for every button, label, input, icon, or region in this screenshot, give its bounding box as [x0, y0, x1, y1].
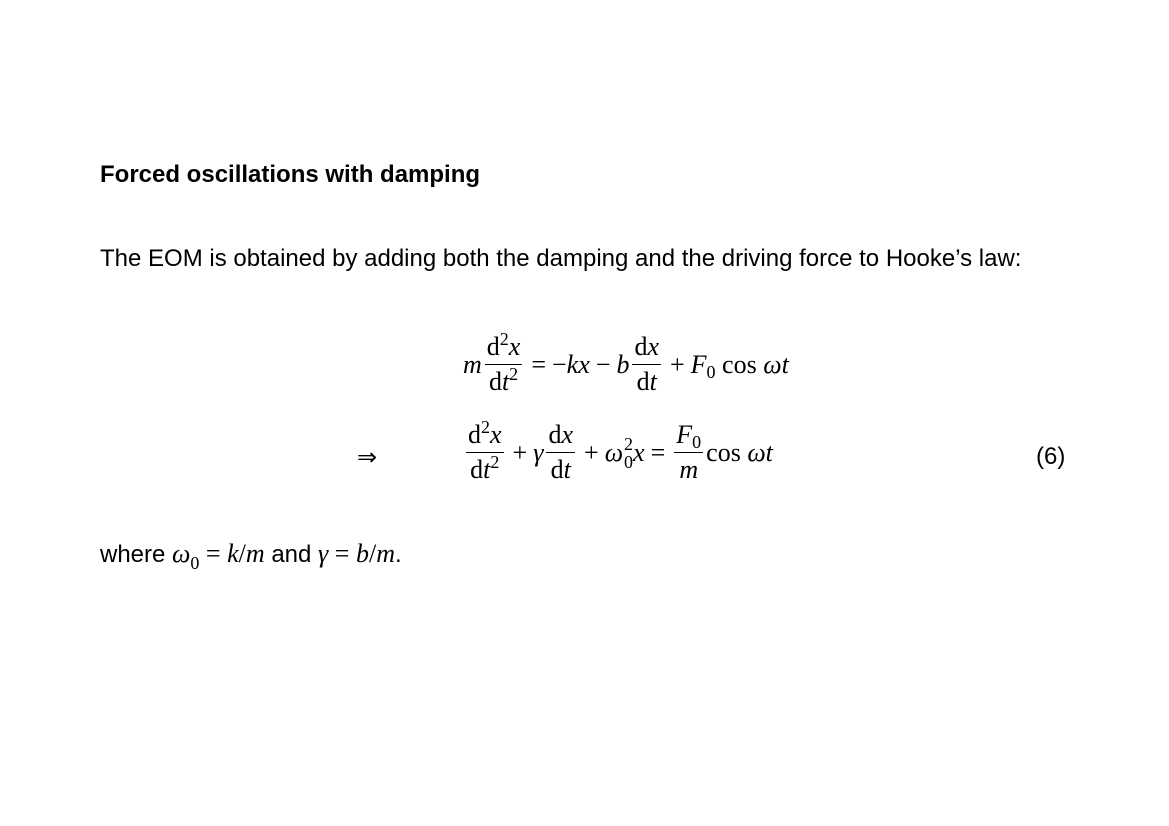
- equation-number: (6): [1036, 443, 1066, 470]
- implies-arrow: ⇒: [357, 443, 378, 471]
- closing-sentence: [100, 538, 402, 572]
- sentence-period: .: [394, 541, 402, 568]
- fraction-F0-m: $\frac{F0}{m}$: [676, 420, 702, 484]
- fraction-d2x-dt2: $\frac{d^2x}{dt^2}$: [468, 417, 502, 484]
- gamma-definition: γ = b/m: [318, 539, 395, 568]
- fraction-dx-dt: $\frac{dx}{dt}$: [634, 332, 659, 396]
- where-label: where: [100, 541, 166, 568]
- fraction-d2x-dt2: $\frac{d^2x}{dt^2}$: [486, 329, 521, 396]
- equation-line-1: m $\frac{d^2x}{dt^2}$ = −kx − b $\frac{dx}{dt}$ + F 0 cos ωt: [463, 329, 789, 396]
- omega0-definition: $\omega_0 = k/m$: [172, 539, 265, 573]
- and-label: and: [271, 541, 312, 568]
- intro-paragraph: The EOM is obtained by adding both the damping and the driving force to Hooke’s law:: [100, 245, 1022, 272]
- section-heading: Forced oscillations with damping: [100, 161, 481, 188]
- equation-line-2: $\frac{d^2x}{dt^2}$ + γ $\frac{dx}{dt}$ + ω 2 0 x = $\frac{F0}{m}$ cos ωt: [468, 417, 773, 484]
- fraction-dx-dt: $\frac{dx}{dt}$: [548, 420, 574, 484]
